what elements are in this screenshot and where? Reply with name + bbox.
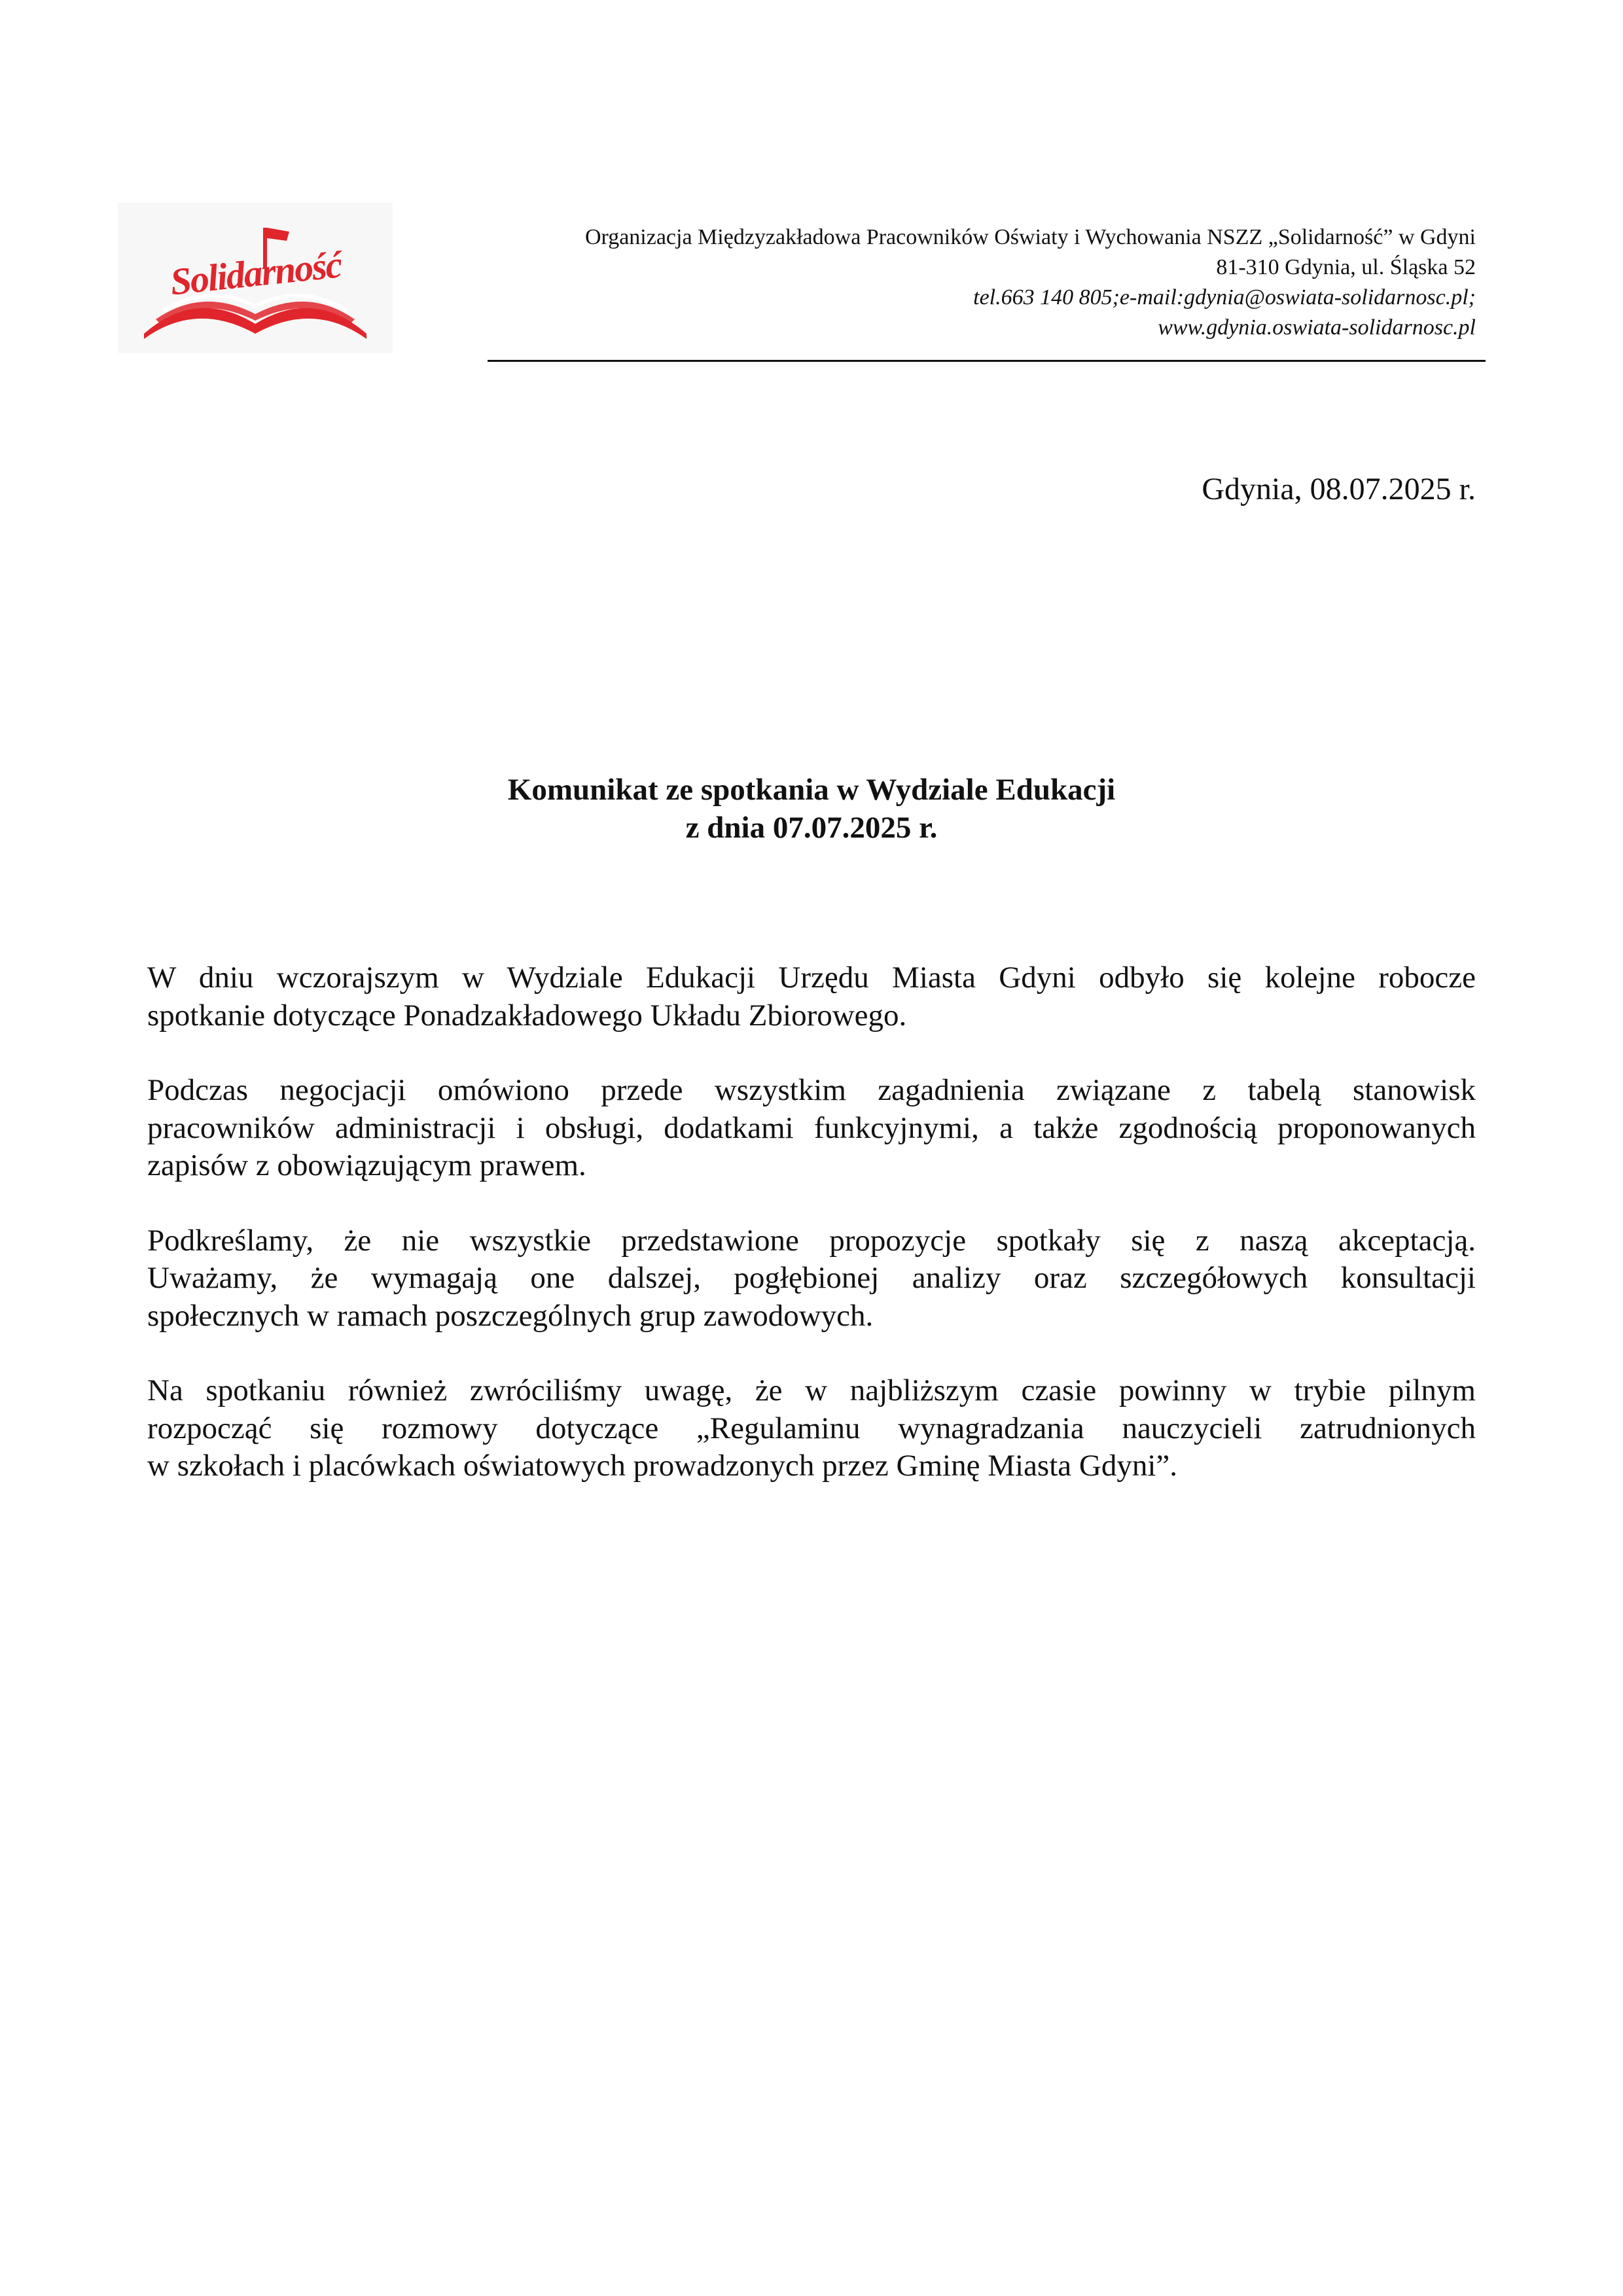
paragraph-2 [147, 1072, 1476, 1185]
paragraph-line: W dniu wczorajszym w Wydziale Edukacji Urzędu Miasta Gdyni odbyło się kolejne robocze [147, 961, 1476, 995]
paragraph-line: spotkanie dotyczące Ponadzakładowego Układu Zbiorowego. [147, 998, 907, 1033]
solidarnosc-logo-icon [118, 203, 393, 353]
paragraph-line: Podkreślamy, że nie wszystkie przedstawione propozycje spotkały się z naszą akceptacją. [147, 1223, 1476, 1258]
document-body [147, 959, 1476, 1523]
document-date: Gdynia, 08.07.2025 r. [1202, 472, 1476, 506]
paragraph-3 [147, 1222, 1476, 1335]
paragraph-4 [147, 1372, 1476, 1485]
solidarnosc-logo [118, 203, 393, 353]
letterhead [363, 222, 1476, 343]
paragraph-line: Na spotkaniu również zwróciliśmy uwagę, że w najbliższym czasie powinny w trybie pilnym [147, 1373, 1476, 1407]
paragraph-line: w szkołach i placówkach oświatowych prowadzonych przez Gminę Miasta Gdyni”. [147, 1449, 1177, 1483]
organization-contact: tel.663 140 805;e-mail:gdynia@oswiata-solidarnosc.pl; [973, 285, 1476, 309]
paragraph-line: Uważamy, że wymagają one dalszej, pogłębionej analizy oraz szczegółowych konsultacji [147, 1261, 1476, 1295]
title-line-1: Komunikat ze spotkania w Wydziale Edukacji [507, 773, 1116, 807]
organization-address: 81-310 Gdynia, ul. Śląska 52 [1216, 255, 1476, 279]
paragraph-1 [147, 959, 1476, 1034]
organization-name: Organizacja Międzyzakładowa Pracowników Oświaty i Wychowania NSZZ „Solidarność” w Gdyni [584, 225, 1476, 249]
svg-text:Solidarność: Solidarność [168, 243, 344, 304]
paragraph-line: zapisów z obowiązującym prawem. [147, 1148, 586, 1182]
paragraph-line: rozpocząć się rozmowy dotyczące „Regulaminu wynagradzania nauczycieli zatrudnionych [147, 1411, 1476, 1445]
header-divider [488, 360, 1486, 362]
paragraph-line: pracowników administracji i obsługi, dodatkami funkcyjnymi, a także zgodnością proponowanych [147, 1110, 1476, 1145]
title-line-2: z dnia 07.07.2025 r. [685, 811, 938, 845]
organization-website: www.gdynia.oswiata-solidarnosc.pl [1158, 315, 1476, 340]
paragraph-line: społecznych w ramach poszczególnych grup zawodowych. [147, 1298, 874, 1333]
paragraph-line: Podczas negocjacji omówiono przede wszystkim zagadnienia związane z tabelą stanowisk [147, 1073, 1476, 1107]
document-title [147, 771, 1476, 847]
